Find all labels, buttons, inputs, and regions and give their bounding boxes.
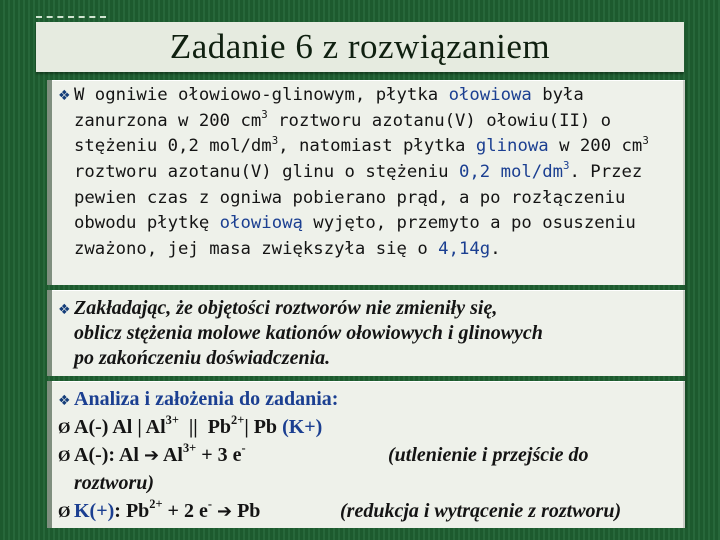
question-line-3: po zakończeniu doświadczenia.: [74, 347, 331, 369]
arrow-bullet-icon: Ø: [58, 420, 71, 437]
diamond-bullet-icon: ❖: [58, 88, 71, 104]
problem-line-1: ❖ W ogniwie ołowiowo-glinowym, płytka ołowiowa była: [58, 83, 688, 109]
question-panel: [47, 290, 685, 376]
right-arrow-icon: ➔: [143, 445, 160, 466]
slide-title: Zadanie 6 z rozwiązaniem: [169, 27, 551, 66]
problem-panel: [47, 80, 685, 285]
problem-line-3: stężeniu 0,2 mol/$dm^3$, natomiast płytka glinowa w 200 $cm^3$: [74, 133, 649, 157]
problem-paragraph: [58, 83, 688, 263]
anode-note-continuation: roztworu): [74, 472, 155, 494]
arrow-bullet-icon: Ø: [58, 448, 71, 465]
question-line-2: oblicz stężenia molowe kationów ołowiowych i glinowych: [74, 322, 543, 344]
diamond-bullet-icon: ❖: [58, 302, 71, 318]
anode-reaction-row: Ø A(-): Al ➔ $Al^{3+} + 3$ e- (utlenienie i przejście do: [58, 441, 688, 469]
reduction-note: (redukcja i wytrącenie z roztworu): [340, 500, 622, 522]
analysis-panel: [47, 381, 685, 528]
question-paragraph: [58, 296, 688, 371]
problem-line-5: pewien czas z ogniwa pobierano prąd, a po rozłączeniu: [74, 187, 626, 208]
analysis-heading: ❖ Analiza i założenia do zadania:: [58, 385, 688, 413]
oxidation-note: (utlenienie i przejście do: [388, 444, 589, 466]
arrow-bullet-icon: Ø: [58, 504, 71, 521]
cathode-reaction-row: Ø K(+): $Pb^{2+} + 2$ e- ➔ Pb (redukcja i wytrącenie z roztworu): [58, 497, 688, 525]
problem-line-7: zważono, jej masa zwiększyła się o 4,14g.: [74, 239, 501, 260]
panel-shadow: [683, 80, 687, 528]
title-bar: [36, 22, 684, 72]
right-arrow-icon: ➔: [216, 501, 233, 522]
question-line-1: ❖ Zakładając, że objętości roztworów nie zmieniły się,: [58, 296, 688, 321]
analysis-content: [58, 385, 688, 525]
diamond-bullet-icon: ❖: [58, 393, 71, 409]
problem-line-2: zanurzona w 200 $cm^3$ roztworu azotanu(V) ołowiu(II) o: [74, 107, 612, 131]
problem-line-6: obwodu płytkę ołowiową wyjęto, przemyto a po osuszeniu: [74, 213, 636, 234]
problem-line-4: roztworu azotanu(V) glinu o stężeniu 0,2 mol/$dm^3$. Przez: [74, 159, 643, 183]
cell-scheme-row: Ø A(-) Al | $Al^{3+}$ || $Pb^{2+}|$ Pb (K+): [58, 413, 688, 441]
